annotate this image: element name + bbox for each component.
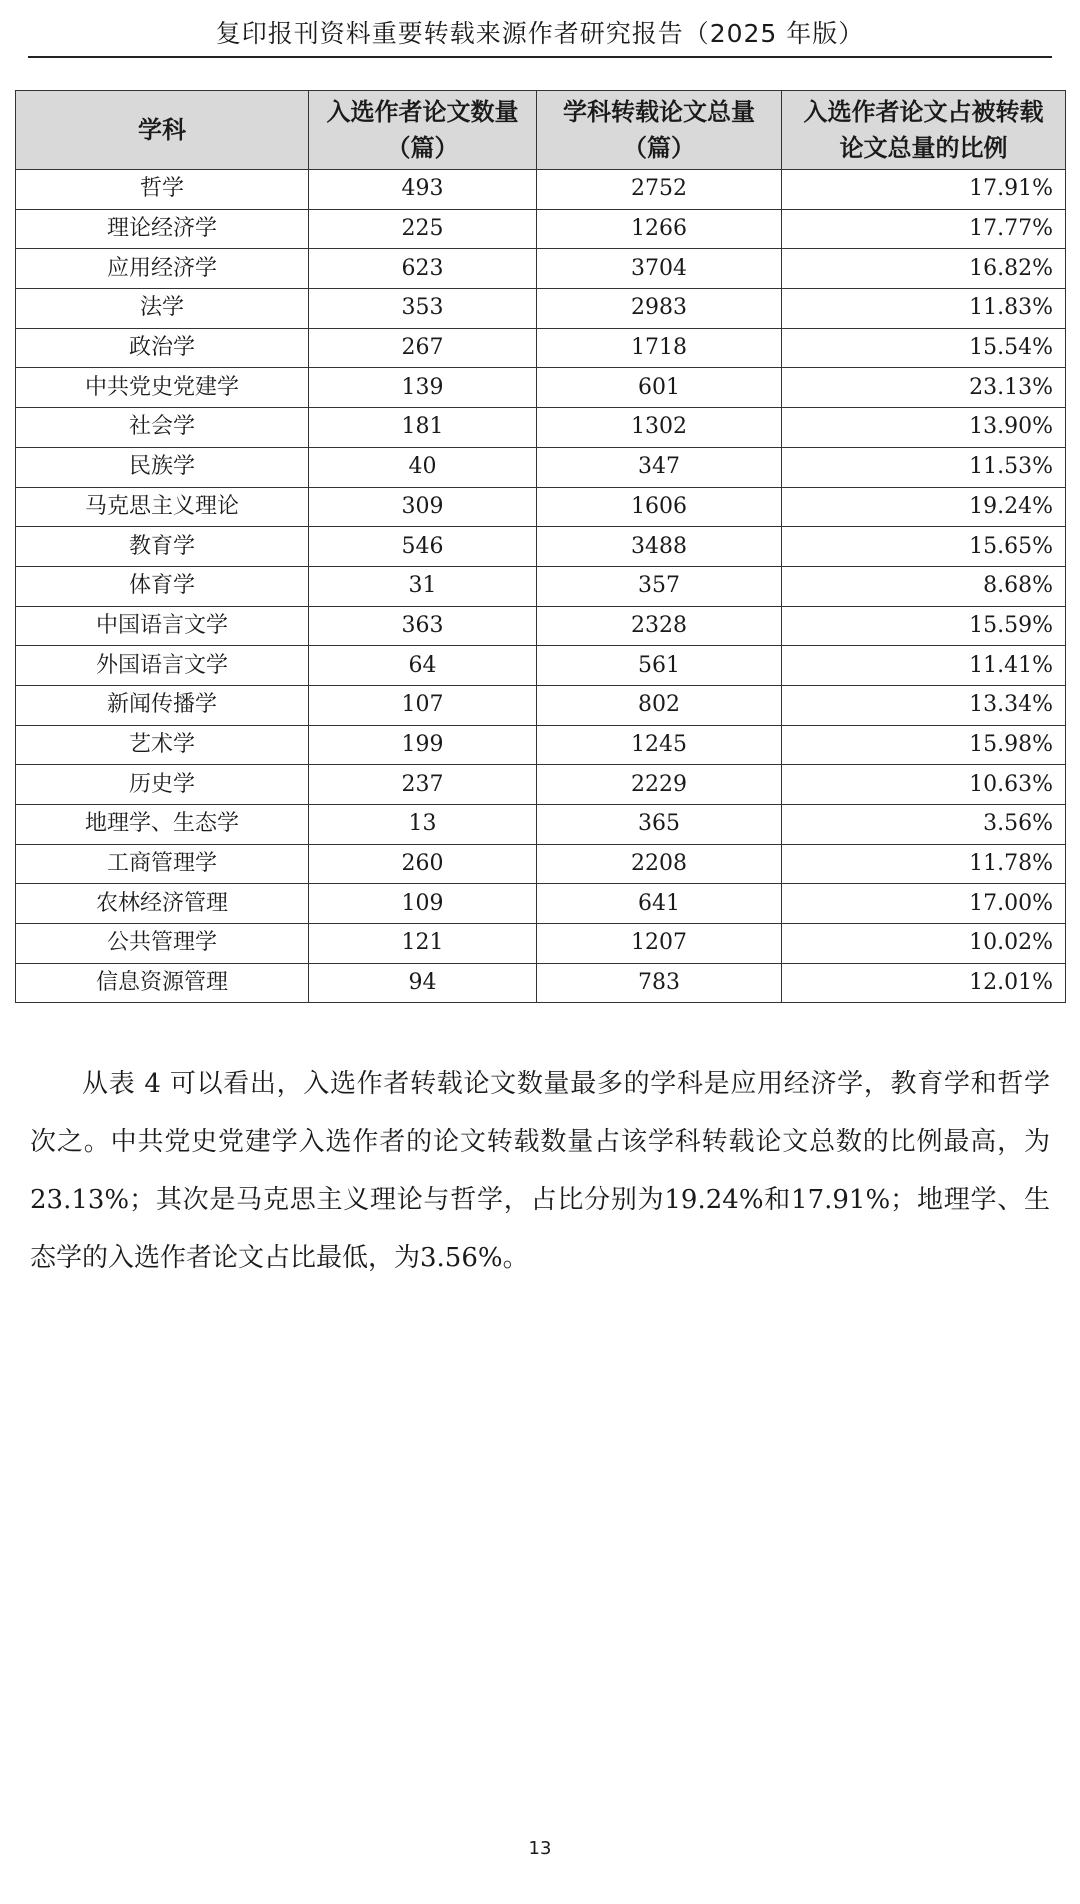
total-count-cell: 561 [537, 646, 782, 686]
ratio-cell: 10.63% [782, 765, 1066, 805]
ratio-cell: 3.56% [782, 805, 1066, 845]
subject-cell: 马克思主义理论 [16, 487, 309, 527]
ratio-cell: 19.24% [782, 487, 1066, 527]
ratio-cell: 16.82% [782, 249, 1066, 289]
table-body [16, 170, 1066, 1003]
selected-count-cell: 13 [309, 805, 537, 845]
table-row [16, 328, 1066, 368]
total-count-cell: 347 [537, 447, 782, 487]
subject-cell: 社会学 [16, 408, 309, 448]
total-count-cell: 802 [537, 685, 782, 725]
table-row [16, 408, 1066, 448]
selected-count-cell: 107 [309, 685, 537, 725]
subject-cell: 教育学 [16, 527, 309, 567]
total-count-cell: 1302 [537, 408, 782, 448]
running-header: 复印报刊资料重要转载来源作者研究报告（2025 年版） [28, 14, 1052, 58]
table-row [16, 566, 1066, 606]
table-row [16, 884, 1066, 924]
subject-cell: 外国语言文学 [16, 646, 309, 686]
table-row [16, 805, 1066, 845]
selected-count-cell: 64 [309, 646, 537, 686]
table-row [16, 249, 1066, 289]
ratio-cell: 15.98% [782, 725, 1066, 765]
ratio-cell: 12.01% [782, 963, 1066, 1003]
table-row [16, 963, 1066, 1003]
selected-count-cell: 260 [309, 844, 537, 884]
ratio-cell: 11.78% [782, 844, 1066, 884]
table-row [16, 765, 1066, 805]
total-count-cell: 1245 [537, 725, 782, 765]
selected-count-cell: 309 [309, 487, 537, 527]
total-count-cell: 783 [537, 963, 782, 1003]
page-number: 13 [528, 1838, 552, 1859]
column-header-subject: 学科 [16, 91, 309, 170]
table-row [16, 289, 1066, 329]
total-count-cell: 1606 [537, 487, 782, 527]
table-row [16, 209, 1066, 249]
ratio-cell: 15.65% [782, 527, 1066, 567]
total-count-cell: 365 [537, 805, 782, 845]
selected-count-cell: 623 [309, 249, 537, 289]
selected-count-cell: 493 [309, 170, 537, 210]
ratio-cell: 17.00% [782, 884, 1066, 924]
total-count-cell: 1718 [537, 328, 782, 368]
selected-count-cell: 363 [309, 606, 537, 646]
table-row [16, 527, 1066, 567]
column-header-total-count: 学科转载论文总量（篇） [537, 91, 782, 170]
selected-count-cell: 121 [309, 924, 537, 964]
ratio-cell: 13.90% [782, 408, 1066, 448]
selected-count-cell: 546 [309, 527, 537, 567]
subject-cell: 地理学、生态学 [16, 805, 309, 845]
total-count-cell: 2752 [537, 170, 782, 210]
table-row [16, 487, 1066, 527]
ratio-cell: 23.13% [782, 368, 1066, 408]
ratio-cell: 15.54% [782, 328, 1066, 368]
subject-cell: 工商管理学 [16, 844, 309, 884]
total-count-cell: 601 [537, 368, 782, 408]
ratio-cell: 11.83% [782, 289, 1066, 329]
ratio-cell: 10.02% [782, 924, 1066, 964]
table-row [16, 685, 1066, 725]
selected-count-cell: 139 [309, 368, 537, 408]
table-header [16, 91, 1066, 170]
selected-count-cell: 353 [309, 289, 537, 329]
ratio-cell: 13.34% [782, 685, 1066, 725]
ratio-cell: 15.59% [782, 606, 1066, 646]
selected-count-cell: 237 [309, 765, 537, 805]
ratio-cell: 11.53% [782, 447, 1066, 487]
subject-cell: 中国语言文学 [16, 606, 309, 646]
table-row [16, 844, 1066, 884]
table-row [16, 368, 1066, 408]
total-count-cell: 2229 [537, 765, 782, 805]
total-count-cell: 641 [537, 884, 782, 924]
subject-cell: 政治学 [16, 328, 309, 368]
total-count-cell: 2328 [537, 606, 782, 646]
subject-cell: 民族学 [16, 447, 309, 487]
subject-cell: 公共管理学 [16, 924, 309, 964]
column-header-ratio: 入选作者论文占被转载论文总量的比例 [782, 91, 1066, 170]
ratio-cell: 11.41% [782, 646, 1066, 686]
total-count-cell: 3488 [537, 527, 782, 567]
table-row [16, 924, 1066, 964]
total-count-cell: 1266 [537, 209, 782, 249]
subject-cell: 农林经济管理 [16, 884, 309, 924]
subject-cell: 历史学 [16, 765, 309, 805]
subject-table [15, 90, 1066, 1003]
subject-cell: 理论经济学 [16, 209, 309, 249]
subject-cell: 新闻传播学 [16, 685, 309, 725]
subject-cell: 应用经济学 [16, 249, 309, 289]
selected-count-cell: 109 [309, 884, 537, 924]
selected-count-cell: 94 [309, 963, 537, 1003]
subject-cell: 信息资源管理 [16, 963, 309, 1003]
column-header-selected-count: 入选作者论文数量（篇） [309, 91, 537, 170]
ratio-cell: 17.77% [782, 209, 1066, 249]
subject-cell: 哲学 [16, 170, 309, 210]
total-count-cell: 2983 [537, 289, 782, 329]
table-row [16, 170, 1066, 210]
selected-count-cell: 40 [309, 447, 537, 487]
ratio-cell: 17.91% [782, 170, 1066, 210]
table-row [16, 725, 1066, 765]
table-row [16, 447, 1066, 487]
subject-cell: 体育学 [16, 566, 309, 606]
selected-count-cell: 31 [309, 566, 537, 606]
total-count-cell: 357 [537, 566, 782, 606]
subject-cell: 中共党史党建学 [16, 368, 309, 408]
selected-count-cell: 225 [309, 209, 537, 249]
total-count-cell: 3704 [537, 249, 782, 289]
selected-count-cell: 199 [309, 725, 537, 765]
table-row [16, 606, 1066, 646]
header-row [16, 91, 1066, 170]
selected-count-cell: 181 [309, 408, 537, 448]
total-count-cell: 1207 [537, 924, 782, 964]
selected-count-cell: 267 [309, 328, 537, 368]
ratio-cell: 8.68% [782, 566, 1066, 606]
table-row [16, 646, 1066, 686]
total-count-cell: 2208 [537, 844, 782, 884]
subject-cell: 艺术学 [16, 725, 309, 765]
subject-cell: 法学 [16, 289, 309, 329]
analysis-paragraph: 从表 4 可以看出，入选作者转载论文数量最多的学科是应用经济学，教育学和哲学次之。中共党史党建学入选作者的论文转载数量占该学科转载论文总数的比例最高，为23.13%；其次是马克思主义理论与哲学，占比分别为19.24%和17.91%；地理学、生态学的入选作者论文占比最低，为3.56%。 [30, 1069, 1050, 1273]
